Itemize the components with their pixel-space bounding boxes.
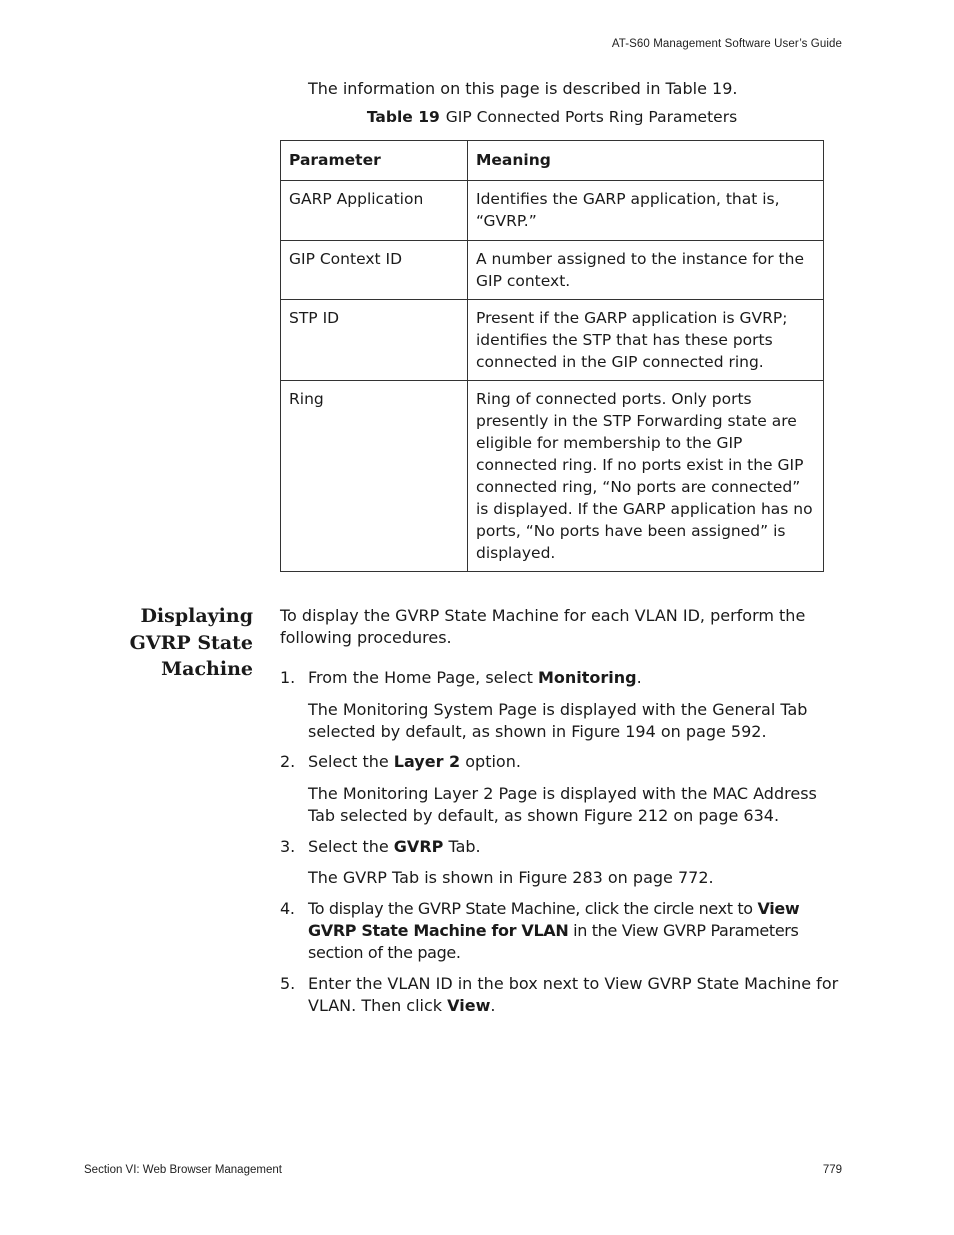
step-text: From the Home Page, select Monitoring. bbox=[308, 668, 642, 687]
section-heading-line: Machine bbox=[161, 658, 253, 680]
step-emphasis: View bbox=[447, 996, 491, 1015]
step-number: 4. bbox=[280, 899, 295, 918]
step-result-note: The Monitoring Layer 2 Page is displayed with the MAC Address Tab selected by default, as shown Figure 212 on page 634. bbox=[308, 784, 817, 825]
step-number: 5. bbox=[280, 974, 296, 993]
table-caption-label: Table 19 bbox=[366, 108, 440, 126]
procedure-step bbox=[280, 751, 842, 773]
cell-parameter: STP ID bbox=[281, 300, 468, 381]
cell-parameter: GIP Context ID bbox=[281, 241, 468, 300]
section-lead-paragraph: To display the GVRP State Machine for each VLAN ID, perform the following procedures. bbox=[280, 606, 806, 647]
procedure-step bbox=[280, 898, 842, 964]
step-result-note: The Monitoring System Page is displayed with the General Tab selected by default, as shown in Figure 194 on page 592. bbox=[308, 700, 808, 741]
footer-section-title: Section VI: Web Browser Management bbox=[84, 1164, 282, 1176]
section-heading-line: Displaying bbox=[140, 605, 253, 627]
step-emphasis: GVRP bbox=[393, 837, 444, 856]
cell-meaning: A number assigned to the instance for the GIP context. bbox=[468, 241, 824, 300]
step-number: 3. bbox=[280, 837, 296, 856]
parameters-table bbox=[280, 140, 824, 572]
step-text: Select the Layer 2 option. bbox=[308, 752, 521, 771]
cell-parameter: Ring bbox=[281, 381, 468, 572]
procedure-step bbox=[280, 973, 842, 1017]
step-number: 2. bbox=[280, 752, 296, 771]
step-emphasis: Layer 2 bbox=[393, 752, 461, 771]
step-emphasis: Monitoring bbox=[537, 668, 637, 687]
step-result-note: The GVRP Tab is shown in Figure 283 on page 772. bbox=[308, 868, 714, 887]
column-header-meaning: Meaning bbox=[468, 141, 824, 181]
procedure-step bbox=[280, 836, 842, 858]
intro-paragraph: The information on this page is described in Table 19. bbox=[308, 79, 738, 98]
step-emphasis: View GVRP State Machine for VLAN bbox=[308, 899, 800, 940]
section-heading-line: GVRP State bbox=[129, 631, 253, 654]
step-number: 1. bbox=[280, 668, 296, 687]
step-text: To display the GVRP State Machine, click the circle next to View GVRP State Machine for VLAN in the View GVRP Parameters section of the page. bbox=[308, 899, 800, 962]
footer-page-number: 779 bbox=[822, 1164, 842, 1176]
table-row bbox=[281, 181, 824, 241]
table-row bbox=[281, 241, 824, 300]
table-row bbox=[281, 381, 824, 572]
step-text: Select the GVRP Tab. bbox=[308, 837, 481, 856]
running-header: AT-S60 Management Software User’s Guide bbox=[611, 38, 842, 50]
cell-parameter: GARP Application bbox=[281, 181, 468, 241]
table-caption-title: GIP Connected Ports Ring Parameters bbox=[445, 108, 738, 126]
cell-meaning: Present if the GARP application is GVRP; identifies the STP that has these ports connected in the GIP connected ring. bbox=[468, 300, 824, 381]
cell-meaning: Ring of connected ports. Only ports presently in the STP Forwarding state are eligible for membership to the GIP connected ring. If no ports exist in the GIP connected ring, “No ports are connected” is displayed. If the GARP application has no ports, “No ports have been assigned” is displayed. bbox=[468, 381, 824, 572]
cell-meaning: Identifies the GARP application, that is, “GVRP.” bbox=[468, 181, 824, 241]
table-caption bbox=[280, 108, 824, 126]
column-header-parameter: Parameter bbox=[281, 141, 468, 181]
section-heading bbox=[100, 603, 253, 683]
table-header-row bbox=[281, 141, 824, 181]
table-row bbox=[281, 300, 824, 381]
procedure-step bbox=[280, 667, 842, 689]
step-text: Enter the VLAN ID in the box next to View GVRP State Machine for VLAN. Then click View. bbox=[308, 974, 839, 1015]
